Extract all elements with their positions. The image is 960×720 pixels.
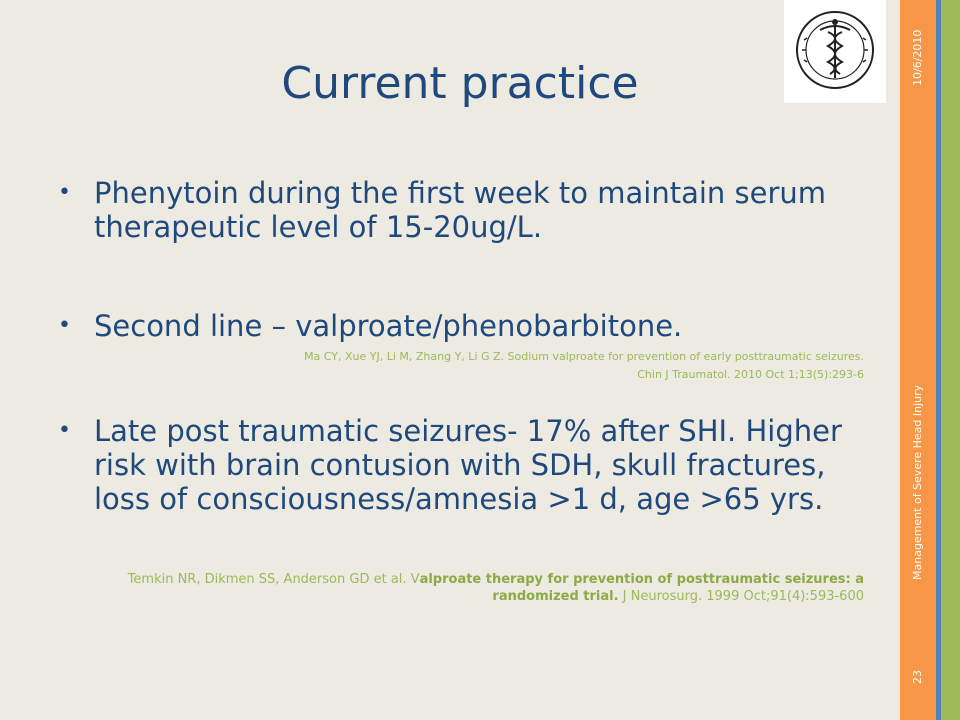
citation-source: J Neurosurg. 1999 Oct;91(4):593-600 <box>618 589 864 604</box>
citation-ma <box>104 348 864 384</box>
slide-footer: Management of Severe Head Injury <box>911 384 924 580</box>
citation-temkin <box>44 571 864 605</box>
bullet-text: Late post traumatic seizures- 17% after SHI. Higher risk with brain contusion with SDH, skull fractures, loss of consciousness/amnesia >1 d, age >65 yrs. <box>94 414 842 516</box>
citation-line: Chin J Traumatol. 2010 Oct 1;13(5):293-6 <box>637 368 864 381</box>
slide-title: Current practice <box>281 58 639 109</box>
citation-title: alproate therapy for prevention of posttraumatic seizures: a randomized trial. <box>419 572 864 604</box>
bullet-dot-icon: • <box>58 418 71 443</box>
side-bar-green <box>941 0 960 720</box>
page-number: 23 <box>911 670 924 684</box>
citation-authors: Temkin NR, Dikmen SS, Anderson GD et al. V <box>127 572 420 587</box>
bullet-text: Phenytoin during the first week to maintain serum therapeutic level of 15-20ug/L. <box>94 176 826 244</box>
bullet-dot-icon: • <box>58 180 71 205</box>
bullet-dot-icon: • <box>58 313 71 338</box>
citation-line: Ma CY, Xue YJ, Li M, Zhang Y, Li G Z. Sodium valproate for prevention of early posttraumatic seizures. <box>304 350 864 363</box>
bullet-text: Second line – valproate/phenobarbitone. <box>94 309 683 343</box>
slide-date: 10/6/2010 <box>911 29 924 86</box>
